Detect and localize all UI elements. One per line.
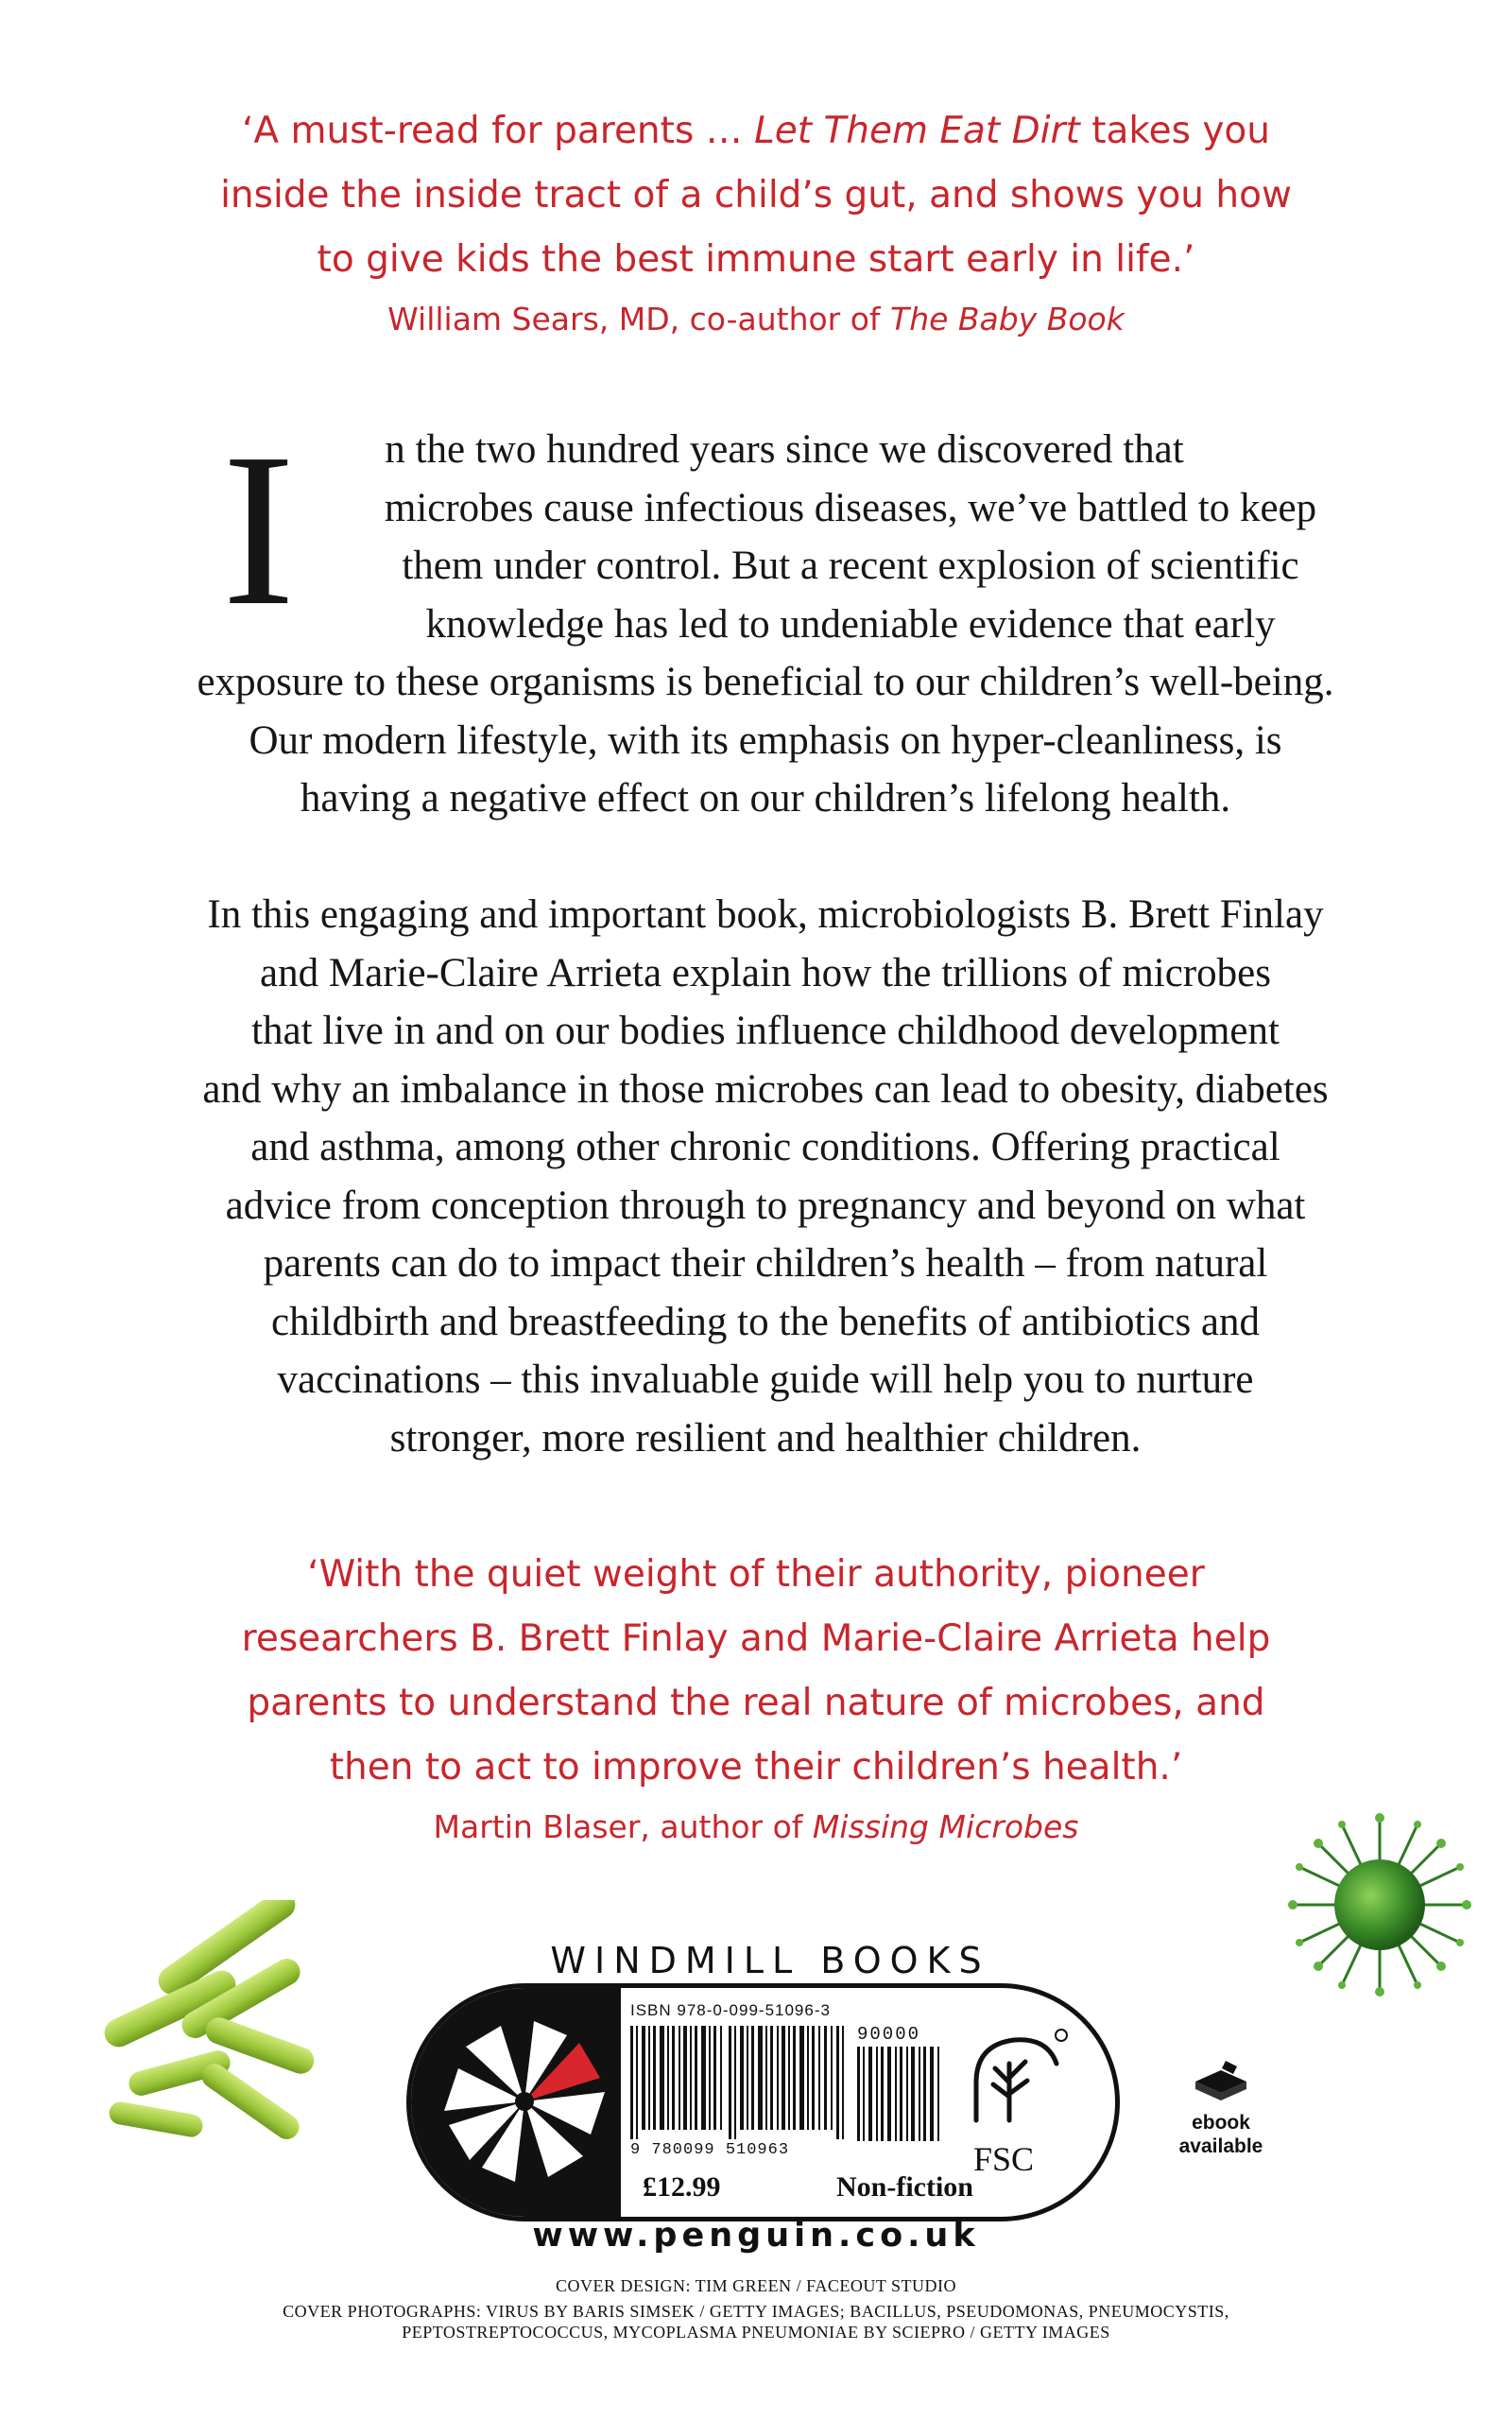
ebook-icon (1188, 2053, 1254, 2106)
blurb-line: and Marie-Claire Arrieta explain how the trillions of microbes (260, 950, 1271, 995)
quote-2-attribution: Martin Blaser, author of Missing Microbes (433, 1808, 1079, 1845)
blurb-line: and asthma, among other chronic conditions. Offering practical (250, 1125, 1280, 1169)
fsc-label: FSC (973, 2140, 1035, 2178)
windmill-logo-icon (430, 2007, 619, 2196)
quote-2-line: researchers B. Brett Finlay and Marie-Claire Arrieta help (241, 1617, 1271, 1660)
blurb-paragraph-1 (113, 408, 1418, 828)
isbn-label: ISBN 978-0-099-51096-3 (630, 2001, 831, 2019)
ebook-badge (1164, 2053, 1278, 2158)
cover-photo-credit: COVER PHOTOGRAPHS: VIRUS BY BARIS SIMSEK / GETTY IMAGES; BACILLUS, PSEUDOMONAS, PNEUMOCYSTIS, PEPTOSTREPTOCOCCUS, MYCOPLASMA PNEUMONIAE BY SCIEPRO / GETTY IMAGES (283, 2302, 1229, 2342)
cover-design-credit: COVER DESIGN: TIM GREEN / FACEOUT STUDIO (555, 2276, 956, 2295)
blurb-line: microbes cause infectious diseases, we’ve battled to keep (384, 485, 1317, 530)
endorsement-quote-2 (132, 1543, 1380, 1855)
blurb-line: having a negative effect on our children’s lifelong health. (300, 776, 1231, 821)
blurb-line: Our modern lifestyle, with its emphasis on hyper-cleanliness, is (249, 717, 1282, 763)
endorsement-quote-1 (132, 99, 1380, 347)
blurb-line: knowledge has led to undeniable evidence that early (425, 601, 1276, 647)
quote-2-line: then to act to improve their children’s health.’ (329, 1746, 1183, 1789)
blurb-line: stronger, more resilient and healthier children. (389, 1415, 1142, 1461)
quote-2-line: ‘With the quiet weight of their authority, pioneer (307, 1553, 1205, 1596)
blurb-paragraph-2 (113, 886, 1418, 1467)
blurb-line: them under control. But a recent explosion of scientific (402, 544, 1299, 588)
quote-1-line-2: inside the inside tract of a child’s gut, and shows you how (220, 174, 1292, 216)
barcode-bars (630, 2026, 846, 2139)
price: £12.99 (643, 2171, 721, 2203)
ebook-label-line-1: ebook (1192, 2112, 1250, 2134)
book-title: Let Them Eat Dirt (754, 110, 1080, 152)
quote-1-line-1: ‘A must-read for parents … Let Them Eat Dirt takes you (242, 110, 1270, 152)
barcode-addon-number: 90000 (857, 2024, 921, 2045)
ebook-label-line-2: available (1178, 2135, 1263, 2157)
blurb-line: childbirth and breastfeeding to the benefits of antibiotics and (270, 1299, 1261, 1344)
bacteria-illustration (90, 1900, 335, 2155)
blurb-line: parents can do to impact their children’s health – from natural (263, 1241, 1268, 1286)
quote-1-attribution: William Sears, MD, co-author of The Baby Book (387, 301, 1125, 337)
blurb-line: exposure to these organisms is beneficial to our children’s well-being. (197, 660, 1334, 704)
blurb-line: In this engaging and important book, microbiologists B. Brett Finlay (207, 892, 1324, 937)
blurb-line: n the two hundred years since we discovered that (385, 427, 1184, 472)
blurb-line: that live in and on our bodies influence childhood development (251, 1009, 1280, 1053)
blurb-line: advice from conception through to pregnancy and beyond on what (225, 1183, 1306, 1228)
genre-label: Non-fiction (836, 2171, 973, 2203)
barcode-number: 9 780099 510963 (630, 2141, 790, 2159)
virus-illustration (1285, 1810, 1474, 1999)
barcode-addon-bars (857, 2047, 942, 2141)
blurb-line: and why an imbalance in those microbes can lead to obesity, diabetes (202, 1066, 1329, 1112)
quote-1-line-3: to give kids the best immune start early in life.’ (317, 238, 1195, 281)
quote-2-line: parents to understand the real nature of microbes, and (247, 1682, 1265, 1724)
publisher-website: www.penguin.co.uk (532, 2217, 980, 2255)
drop-cap: I (222, 408, 296, 651)
blurb-line: vaccinations – this invaluable guide will help you to nurture (277, 1357, 1254, 1402)
fsc-tree-icon (967, 2026, 1071, 2135)
barcode-panel (406, 1983, 1120, 2221)
publisher-name: WINDMILL BOOKS (550, 1940, 990, 1981)
